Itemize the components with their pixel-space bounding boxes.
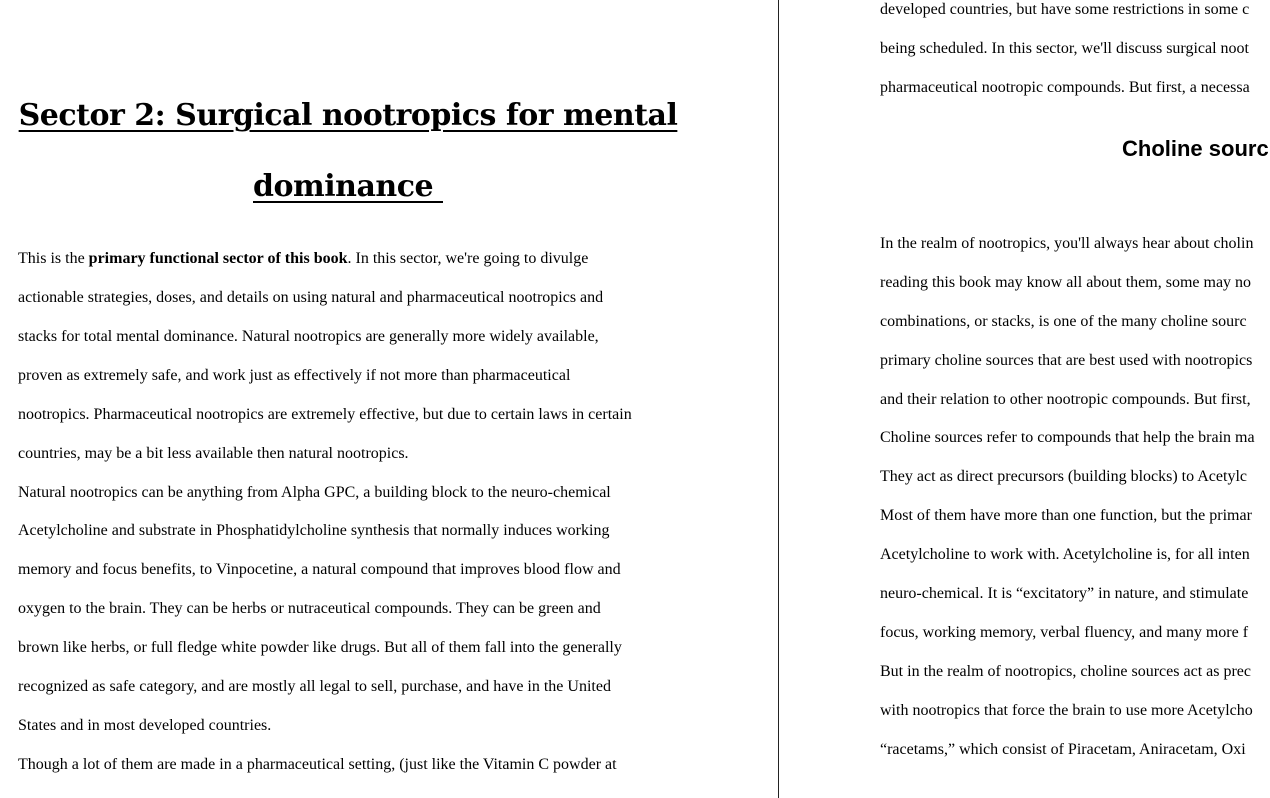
body-line: primary choline sources that are best used with nootropics bbox=[880, 352, 1253, 369]
body-line: proven as extremely safe, and work just as effectively if not more than pharmaceutical bbox=[18, 367, 571, 384]
body-line: memory and focus benefits, to Vinpocetine, a natural compound that improves blood flow and bbox=[18, 561, 621, 578]
body-line: brown like herbs, or full fledge white powder like drugs. But all of them fall into the generally bbox=[18, 639, 622, 656]
intro-line bbox=[18, 249, 588, 269]
body-line: combinations, or stacks, is one of the many choline sourc bbox=[880, 313, 1247, 330]
body-line: States and in most developed countries. bbox=[18, 717, 272, 734]
intro-prefix: This is the bbox=[18, 250, 89, 267]
body-line: focus, working memory, verbal fluency, and many more f bbox=[880, 624, 1249, 641]
choline-sources-heading: Choline sourc bbox=[1122, 136, 1269, 161]
body-line: Choline sources refer to compounds that help the brain ma bbox=[880, 429, 1255, 446]
body-line: reading this book may know all about them, some may no bbox=[880, 274, 1252, 291]
sector-title-line-2: dominance bbox=[253, 169, 443, 204]
body-line: “racetams,” which consist of Piracetam, Aniracetam, Oxi bbox=[880, 741, 1246, 758]
body-line: Acetylcholine and substrate in Phosphatidylcholine synthesis that normally induces working bbox=[18, 522, 610, 539]
body-line: But in the realm of nootropics, choline sources act as prec bbox=[880, 663, 1251, 680]
right-page bbox=[779, 0, 1270, 798]
body-line: Acetylcholine to work with. Acetylcholine is, for all inten bbox=[880, 546, 1250, 563]
body-line: pharmaceutical nootropic compounds. But first, a necessa bbox=[880, 79, 1250, 96]
body-line: oxygen to the brain. They can be herbs or nutraceutical compounds. They can be green and bbox=[18, 600, 601, 617]
sector-title-line-1: Sector 2: Surgical nootropics for mental bbox=[18, 98, 678, 133]
body-line: countries, may be a bit less available then natural nootropics. bbox=[18, 445, 409, 462]
body-line: being scheduled. In this sector, we'll discuss surgical noot bbox=[880, 40, 1249, 57]
body-line: They act as direct precursors (building blocks) to Acetylc bbox=[880, 468, 1247, 485]
body-line: actionable strategies, doses, and details on using natural and pharmaceutical nootropics and bbox=[18, 289, 604, 306]
body-line: with nootropics that force the brain to use more Acetylcho bbox=[880, 702, 1253, 719]
body-line: Though a lot of them are made in a pharmaceutical setting, (just like the Vitamin C powder at bbox=[18, 756, 617, 773]
intro-suffix: . In this sector, we're going to divulge bbox=[347, 250, 589, 267]
intro-bold: primary functional sector of this book bbox=[88, 250, 348, 267]
body-line: recognized as safe category, and are mostly all legal to sell, purchase, and have in the United bbox=[18, 678, 611, 695]
body-line: stacks for total mental dominance. Natural nootropics are generally more widely available, bbox=[18, 328, 599, 345]
body-line: nootropics. Pharmaceutical nootropics are extremely effective, but due to certain laws in certain bbox=[18, 406, 632, 423]
body-line: neuro-chemical. It is “excitatory” in nature, and stimulate bbox=[880, 585, 1249, 602]
body-line: In the realm of nootropics, you'll always hear about cholin bbox=[880, 235, 1254, 252]
body-line: and their relation to other nootropic compounds. But first, bbox=[880, 391, 1251, 408]
body-line: Natural nootropics can be anything from Alpha GPC, a building block to the neuro-chemical bbox=[18, 484, 611, 501]
body-line: developed countries, but have some restrictions in some c bbox=[880, 1, 1250, 18]
body-line: Most of them have more than one function, but the primar bbox=[880, 507, 1252, 524]
sector-title bbox=[18, 80, 678, 222]
